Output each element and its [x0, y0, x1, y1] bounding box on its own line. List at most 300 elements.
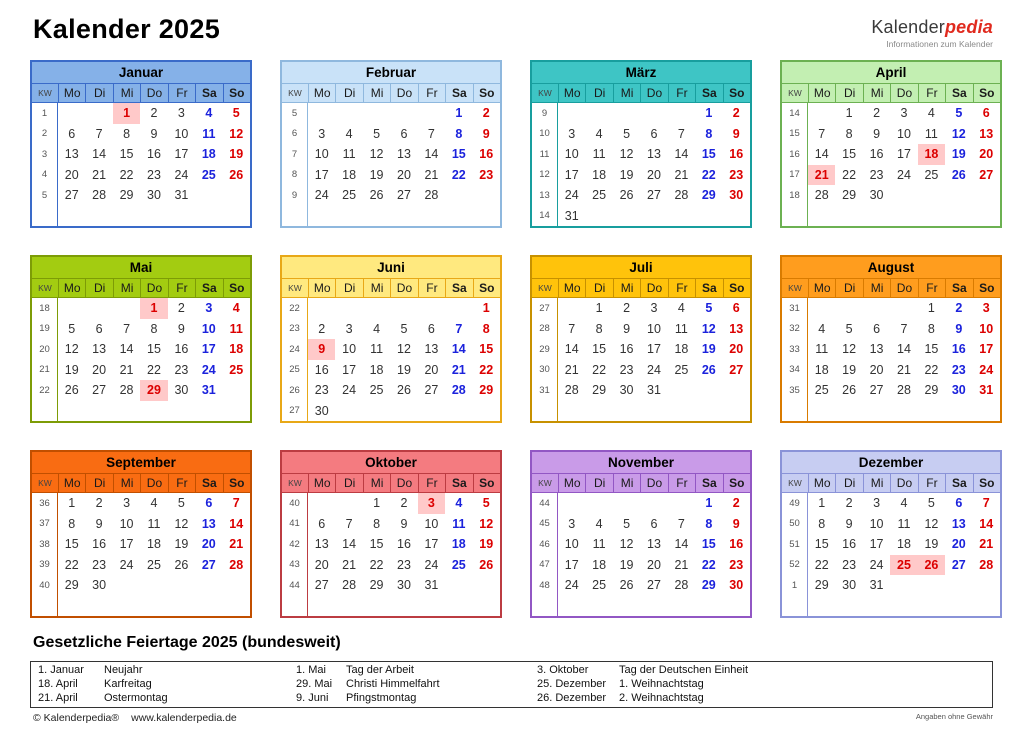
day-cell: 6 [68, 126, 76, 141]
day-cell: 6 [205, 496, 213, 511]
day-cell [168, 206, 195, 227]
day-cell: 9 [150, 126, 158, 141]
day-cell: 25 [592, 578, 607, 593]
week-row [808, 360, 1000, 381]
day-cell [558, 493, 585, 514]
day-cell: 19 [369, 167, 384, 182]
day-cell: 8 [818, 516, 826, 531]
day-cell: 11 [452, 516, 466, 531]
week-number: 28 [539, 323, 550, 335]
weekday-header-di: Di [585, 84, 612, 102]
day-cell: 28 [92, 188, 107, 203]
logo-part-pedia: pedia [944, 17, 993, 37]
day-cell [223, 596, 250, 617]
day-cell: 10 [424, 516, 439, 531]
day-cell: 4 [818, 321, 826, 336]
day-cell [585, 401, 612, 422]
day-cell: 22 [479, 362, 494, 377]
day-cell: 10 [869, 516, 884, 531]
week-number: 42 [289, 538, 300, 550]
day-cell: 30 [951, 383, 966, 398]
day-cell: 6 [732, 301, 740, 316]
day-cell: 2 [955, 301, 963, 316]
day-cell: 1 [373, 496, 381, 511]
week-number: 36 [39, 497, 50, 509]
week-number: 39 [39, 559, 50, 571]
day-cell: 4 [345, 126, 353, 141]
day-cell [723, 206, 750, 227]
weekday-header-fr: Fr [668, 474, 695, 492]
day-cell: 18 [201, 147, 216, 162]
holidays-table [30, 661, 993, 708]
day-cell: 29 [479, 383, 494, 398]
day-cell: 22 [842, 167, 857, 182]
day-cell: 22 [147, 362, 161, 377]
days-area [308, 298, 500, 421]
day-cell: 27 [314, 578, 329, 593]
week-number-column [282, 103, 308, 226]
weekday-header-row [282, 83, 500, 103]
week-row [58, 493, 250, 514]
month-title-april: April [782, 62, 1000, 83]
weekday-header-di: Di [335, 279, 362, 297]
day-cell: 28 [342, 578, 357, 593]
week-number: 14 [539, 210, 550, 222]
day-cell: 29 [369, 578, 384, 593]
day-cell: 12 [369, 147, 384, 162]
day-cell: 25 [451, 557, 466, 572]
holiday-day-cell: 9 [308, 339, 335, 360]
week-row [308, 514, 500, 535]
day-cell: 28 [814, 188, 829, 203]
day-cell: 29 [924, 383, 939, 398]
week-number: 16 [789, 148, 800, 160]
day-cell: 11 [924, 126, 938, 141]
day-cell: 25 [147, 557, 161, 572]
day-cell: 1 [818, 496, 826, 511]
day-cell: 21 [979, 537, 994, 552]
holiday-date: 29. Mai [296, 677, 333, 690]
weekday-header-row [532, 83, 750, 103]
day-cell [973, 185, 1000, 206]
day-cell: 1 [482, 301, 490, 316]
day-cell: 14 [979, 516, 994, 531]
day-cell: 16 [869, 147, 884, 162]
day-cell: 14 [119, 342, 134, 357]
day-cell: 15 [369, 537, 384, 552]
day-cell: 19 [842, 362, 857, 377]
month-januar [30, 60, 252, 228]
day-cell: 7 [568, 321, 576, 336]
day-cell: 21 [674, 167, 689, 182]
day-cell [945, 596, 972, 617]
week-number: 31 [539, 384, 550, 396]
day-cell: 17 [564, 167, 579, 182]
day-cell: 9 [177, 321, 185, 336]
weekday-header-so: So [473, 474, 500, 492]
day-cell: 16 [479, 147, 494, 162]
day-cell: 26 [619, 578, 634, 593]
weekday-header-mo: Mo [808, 84, 835, 102]
holiday-entry [31, 692, 289, 706]
week-number: 50 [789, 518, 800, 530]
day-cell: 27 [201, 557, 216, 572]
week-number: 27 [289, 405, 300, 417]
day-cell: 3 [650, 301, 658, 316]
weekday-header-mo: Mo [58, 279, 85, 297]
week-row [808, 165, 1000, 186]
day-cell: 24 [201, 362, 216, 377]
week-row [558, 360, 750, 381]
day-cell: 24 [979, 362, 994, 377]
weekday-header-mi: Mi [613, 279, 640, 297]
day-cell: 24 [869, 557, 884, 572]
month-body [282, 298, 500, 421]
week-number-column [32, 493, 58, 616]
day-cell: 20 [647, 167, 661, 182]
day-cell [585, 596, 612, 617]
days-area [58, 103, 250, 226]
day-cell: 28 [564, 383, 579, 398]
kw-column-header: KW [38, 478, 52, 488]
day-cell: 25 [342, 188, 357, 203]
day-cell: 28 [897, 383, 911, 398]
weekday-header-fr: Fr [418, 474, 445, 492]
day-cell [945, 575, 972, 596]
week-number: 25 [289, 364, 300, 376]
day-cell [695, 596, 722, 617]
week-row [558, 401, 750, 422]
day-cell [585, 206, 612, 227]
weekday-header-so: So [223, 84, 250, 102]
week-number-column [32, 103, 58, 226]
day-cell: 20 [201, 537, 216, 552]
day-cell: 9 [400, 516, 408, 531]
week-number [32, 596, 57, 617]
week-number: 29 [539, 343, 550, 355]
weekday-header-mo: Mo [308, 279, 335, 297]
day-cell: 14 [564, 342, 579, 357]
week-row [558, 144, 750, 165]
week-number: 6 [291, 128, 298, 140]
day-cell: 26 [229, 167, 244, 182]
weekday-header-do: Do [390, 474, 417, 492]
day-cell: 2 [873, 106, 881, 121]
day-cell: 22 [451, 167, 466, 182]
weekday-header-sa: Sa [195, 84, 222, 102]
day-cell [390, 596, 417, 617]
weekday-header-mo: Mo [308, 474, 335, 492]
weekday-header-sa: Sa [945, 84, 972, 102]
holiday-column-1 [31, 664, 289, 705]
week-number: 30 [539, 364, 550, 376]
day-cell: 6 [873, 321, 881, 336]
day-cell: 27 [397, 188, 411, 203]
week-row [58, 380, 250, 401]
day-cell: 8 [373, 516, 381, 531]
day-cell [890, 575, 917, 596]
day-cell: 12 [951, 126, 966, 141]
weekday-header-row [32, 83, 250, 103]
weekday-header-mo: Mo [58, 84, 85, 102]
day-cell: 11 [674, 321, 688, 336]
holiday-day-cell: 3 [418, 493, 445, 514]
kw-column-header: KW [538, 283, 552, 293]
day-cell: 26 [479, 557, 494, 572]
day-cell [473, 401, 500, 422]
day-cell: 13 [424, 342, 439, 357]
day-cell: 17 [979, 342, 994, 357]
day-cell: 13 [729, 321, 744, 336]
weekday-header-fr: Fr [168, 279, 195, 297]
weekday-header-di: Di [835, 474, 862, 492]
day-cell: 9 [873, 126, 881, 141]
day-cell: 28 [424, 188, 439, 203]
day-cell: 30 [842, 578, 857, 593]
day-cell: 29 [119, 188, 134, 203]
day-cell: 18 [147, 537, 161, 552]
day-cell: 9 [482, 126, 490, 141]
holiday-entry [289, 678, 530, 692]
day-cell: 5 [232, 106, 240, 121]
week-row [58, 298, 250, 319]
days-area [558, 298, 750, 421]
weekday-header-row [782, 473, 1000, 493]
week-number [282, 596, 307, 617]
day-cell [308, 493, 335, 514]
day-cell: 18 [369, 362, 384, 377]
day-cell: 18 [451, 537, 466, 552]
weekday-header-mi: Mi [613, 84, 640, 102]
week-number-column [532, 298, 558, 421]
day-cell [668, 206, 695, 227]
day-cell [445, 401, 472, 422]
week-number [782, 596, 807, 617]
week-row [308, 555, 500, 576]
day-cell: 12 [842, 342, 857, 357]
weekday-header-so: So [723, 84, 750, 102]
weekday-header-so: So [723, 279, 750, 297]
day-cell [945, 206, 972, 227]
day-cell: 26 [369, 188, 384, 203]
day-cell [168, 401, 195, 422]
holiday-date: 25. Dezember [537, 677, 607, 690]
copyright-text: © Kalenderpedia® [33, 712, 120, 724]
day-cell: 6 [318, 516, 326, 531]
week-number: 22 [289, 302, 300, 314]
day-cell: 1 [927, 301, 935, 316]
day-cell: 9 [623, 321, 631, 336]
weekday-header-sa: Sa [195, 279, 222, 297]
kw-column-header: KW [288, 283, 302, 293]
month-title-februar: Februar [282, 62, 500, 83]
month-maerz [530, 60, 752, 228]
day-cell [390, 103, 417, 124]
kalenderpedia-logo [871, 17, 993, 49]
month-title-september: September [32, 452, 250, 473]
week-row [808, 185, 1000, 206]
month-title-november: November [532, 452, 750, 473]
week-number: 47 [539, 559, 550, 571]
week-row [308, 596, 500, 617]
day-cell: 31 [979, 383, 994, 398]
week-row [558, 103, 750, 124]
day-cell: 14 [674, 537, 689, 552]
weekday-header-di: Di [335, 84, 362, 102]
holiday-day-cell: 26 [918, 555, 945, 576]
week-number: 40 [289, 497, 300, 509]
holiday-name: Pfingstmontag [346, 691, 417, 704]
day-cell: 4 [205, 106, 213, 121]
day-cell: 11 [592, 537, 606, 552]
day-cell [85, 206, 112, 227]
week-row [808, 206, 1000, 227]
day-cell: 2 [732, 106, 740, 121]
day-cell: 21 [564, 362, 579, 377]
month-body [32, 103, 250, 226]
day-cell: 18 [897, 537, 911, 552]
day-cell: 4 [150, 496, 158, 511]
day-cell: 31 [424, 578, 439, 593]
week-row [308, 534, 500, 555]
day-cell: 20 [424, 362, 439, 377]
weekday-header-row [32, 473, 250, 493]
week-row [808, 493, 1000, 514]
day-cell: 12 [397, 342, 411, 357]
holiday-name: 2. Weihnachtstag [619, 691, 704, 704]
holiday-date: 3. Oktober [537, 664, 589, 676]
day-cell: 15 [451, 147, 466, 162]
holiday-date: 9. Juni [296, 691, 329, 704]
holiday-date: 26. Dezember [537, 691, 607, 704]
day-cell [668, 493, 695, 514]
day-cell [418, 298, 445, 319]
kw-column-header: KW [788, 478, 802, 488]
week-row [308, 380, 500, 401]
week-row [58, 596, 250, 617]
days-area [808, 103, 1000, 226]
month-februar [280, 60, 502, 228]
day-cell: 21 [424, 167, 439, 182]
week-number-column [782, 493, 808, 616]
day-cell: 15 [701, 537, 716, 552]
weekday-header-so: So [973, 279, 1000, 297]
day-cell [723, 380, 750, 401]
weekday-header-do: Do [640, 474, 667, 492]
day-cell: 27 [951, 557, 966, 572]
day-cell: 22 [701, 167, 716, 182]
day-cell: 5 [623, 516, 631, 531]
week-row [808, 575, 1000, 596]
day-cell [113, 575, 140, 596]
week-number [32, 206, 57, 227]
week-row [808, 124, 1000, 145]
day-cell [445, 185, 472, 206]
month-body [782, 103, 1000, 226]
day-cell: 8 [455, 126, 463, 141]
weekday-header-row [532, 473, 750, 493]
months-grid [30, 60, 1002, 618]
day-cell: 29 [842, 188, 857, 203]
day-cell [808, 103, 835, 124]
day-cell: 27 [647, 188, 661, 203]
logo-part-kalender: Kalender [871, 17, 945, 37]
week-row [58, 319, 250, 340]
day-cell: 9 [955, 321, 963, 336]
weekday-header-do: Do [390, 279, 417, 297]
day-cell [613, 206, 640, 227]
weekday-header-so: So [973, 474, 1000, 492]
day-cell: 3 [982, 301, 990, 316]
week-row [558, 319, 750, 340]
day-cell: 1 [845, 106, 853, 121]
day-cell: 27 [424, 383, 439, 398]
week-row [808, 380, 1000, 401]
holiday-entry [289, 664, 530, 678]
month-title-juni: Juni [282, 257, 500, 278]
day-cell: 23 [314, 383, 329, 398]
week-row [58, 514, 250, 535]
day-cell: 23 [174, 362, 189, 377]
day-cell: 5 [400, 321, 408, 336]
weekday-header-fr: Fr [168, 474, 195, 492]
weekday-header-mo: Mo [558, 84, 585, 102]
day-cell: 12 [229, 126, 244, 141]
day-cell: 14 [674, 147, 689, 162]
day-cell: 10 [342, 342, 357, 357]
week-row [308, 575, 500, 596]
holiday-day-cell: 21 [808, 165, 835, 186]
week-row [58, 165, 250, 186]
day-cell: 5 [373, 126, 381, 141]
holiday-name: 1. Weihnachtstag [619, 677, 704, 690]
week-number: 2 [41, 128, 48, 140]
day-cell: 25 [369, 383, 384, 398]
week-row [58, 144, 250, 165]
logo-wordmark [871, 17, 993, 38]
day-cell: 22 [592, 362, 607, 377]
holiday-entry [31, 664, 289, 678]
week-row [808, 534, 1000, 555]
weekday-header-mi: Mi [863, 279, 890, 297]
day-cell: 18 [814, 362, 829, 377]
day-cell [808, 401, 835, 422]
week-row [308, 360, 500, 381]
week-number: 12 [539, 169, 550, 181]
day-cell: 27 [64, 188, 79, 203]
week-row [558, 575, 750, 596]
weekday-header-sa: Sa [445, 279, 472, 297]
day-cell [473, 596, 500, 617]
day-cell: 5 [845, 321, 853, 336]
day-cell: 2 [623, 301, 631, 316]
day-cell: 2 [150, 106, 158, 121]
day-cell: 10 [564, 147, 579, 162]
day-cell: 8 [123, 126, 131, 141]
day-cell: 13 [314, 537, 329, 552]
day-cell: 27 [729, 362, 744, 377]
day-cell: 13 [647, 147, 661, 162]
weekday-header-do: Do [140, 84, 167, 102]
month-body [32, 493, 250, 616]
weekday-header-so: So [473, 84, 500, 102]
week-row [58, 206, 250, 227]
day-cell [418, 103, 445, 124]
day-cell [918, 596, 945, 617]
day-cell [945, 185, 972, 206]
day-cell: 22 [369, 557, 384, 572]
day-cell: 5 [623, 126, 631, 141]
